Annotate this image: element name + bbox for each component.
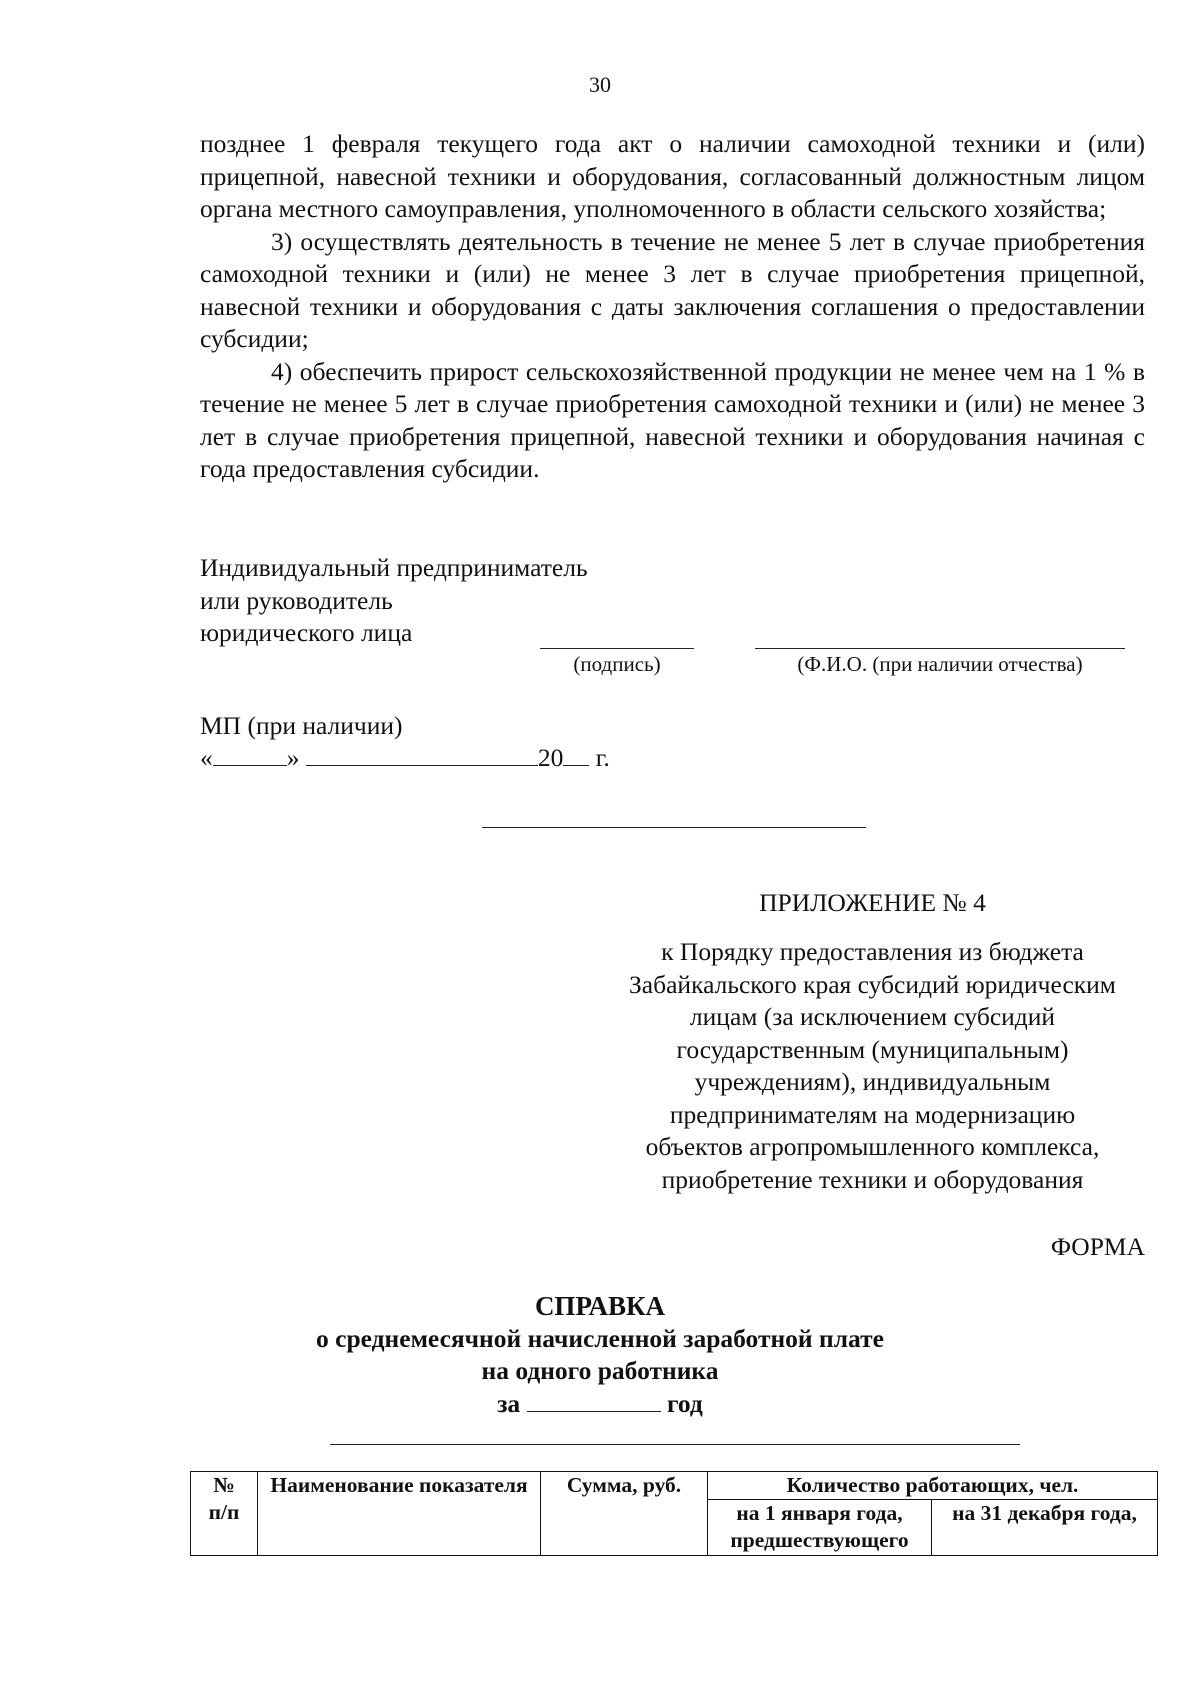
year-prefix: 20: [537, 743, 564, 772]
heading-year-suffix: год: [666, 1388, 703, 1418]
day-blank: [213, 745, 287, 766]
year-blank: [563, 745, 589, 766]
appendix-line: Забайкальского края субсидий юридическим: [629, 969, 1116, 999]
signature-line: [540, 648, 694, 649]
organization-line: [330, 1444, 1020, 1445]
header-employee-count: Количество работающих, чел.: [708, 1472, 1158, 1500]
heading-year-line: [0, 1388, 1200, 1421]
appendix-body: [600, 936, 1145, 1196]
quote-open: «: [200, 743, 213, 772]
heading-title: СПРАВКА: [534, 1291, 666, 1321]
quote-close: »: [286, 743, 300, 772]
header-number: [191, 1472, 258, 1556]
heading-year-prefix: за: [497, 1388, 521, 1418]
signer-line-2: или руководитель: [200, 585, 393, 615]
body-text: [200, 128, 1145, 486]
salary-table: [190, 1471, 1158, 1556]
appendix-line: объектов агропромышленного комплекса,: [645, 1132, 1100, 1161]
signature-caption: (подпись): [573, 652, 661, 676]
appendix-line: к Порядку предоставления из бюджета: [661, 937, 1084, 966]
date-row: [200, 742, 610, 774]
appendix-line: приобретение техники и оборудования: [661, 1164, 1084, 1194]
heading-line-3: на одного работника: [481, 1356, 719, 1385]
header-indicator-name: Наименование показателя: [258, 1472, 541, 1556]
paragraph-2: 3) осуществлять деятельность в течение не менее 5 лет в случае приобретения самоходной техники и (или) не менее 3 лет в случае приобретения прицепной, навесной техники и оборудования с даты заключения соглашения о предоставлении субсидии;: [200, 226, 1145, 353]
paragraph-1: позднее 1 февраля текущего года акт о наличии самоходной техники и (или) прицепной, навесной техники и оборудования, согласованный должностным лицом органа местного самоуправления, уполномоченного в области сельского хозяйства;: [200, 129, 1145, 223]
header-january: на 1 января года, предшествующего: [708, 1500, 932, 1556]
document-heading: [0, 1290, 1200, 1420]
paragraph-3: 4) обеспечить прирост сельскохозяйственной продукции не менее чем на 1 % в течение не менее 5 лет в случае приобретения самоходной техники и (или) не менее 3 лет в случае приобретения прицепной, навесной техники и оборудования начиная с года предоставления субсидии.: [200, 356, 1145, 483]
heading-line-2: о среднемесячной начисленной заработной плате: [316, 1323, 884, 1353]
signer-line-3: юридического лица: [200, 618, 413, 647]
appendix-line: предпринимателям на модернизацию: [669, 1099, 1076, 1129]
header-december: на 31 декабря года,: [932, 1500, 1158, 1556]
appendix-line: лицам (за исключением субсидий: [689, 1002, 1056, 1031]
section-divider: [482, 827, 866, 828]
form-label: ФОРМА: [1050, 1232, 1145, 1261]
name-caption: (Ф.И.О. (при наличии отчества): [797, 652, 1083, 676]
header-sum: Сумма, руб.: [541, 1472, 708, 1556]
name-line: [755, 648, 1125, 649]
header-number-line1: №: [213, 1473, 235, 1497]
stamp-label: МП (при наличии): [200, 711, 403, 740]
month-blank: [306, 745, 538, 766]
heading-year-blank: [527, 1389, 661, 1412]
appendix-line: учреждениям), индивидуальным: [694, 1067, 1051, 1096]
page-number: 30: [589, 72, 611, 97]
year-suffix: г.: [595, 743, 610, 772]
appendix-line: государственным (муниципальным): [676, 1034, 1069, 1064]
appendix-title: ПРИЛОЖЕНИЕ № 4: [759, 888, 986, 917]
header-number-line2: п/п: [208, 1500, 240, 1524]
signer-block: [200, 552, 588, 650]
signer-line-1: Индивидуальный предприниматель: [200, 553, 588, 582]
